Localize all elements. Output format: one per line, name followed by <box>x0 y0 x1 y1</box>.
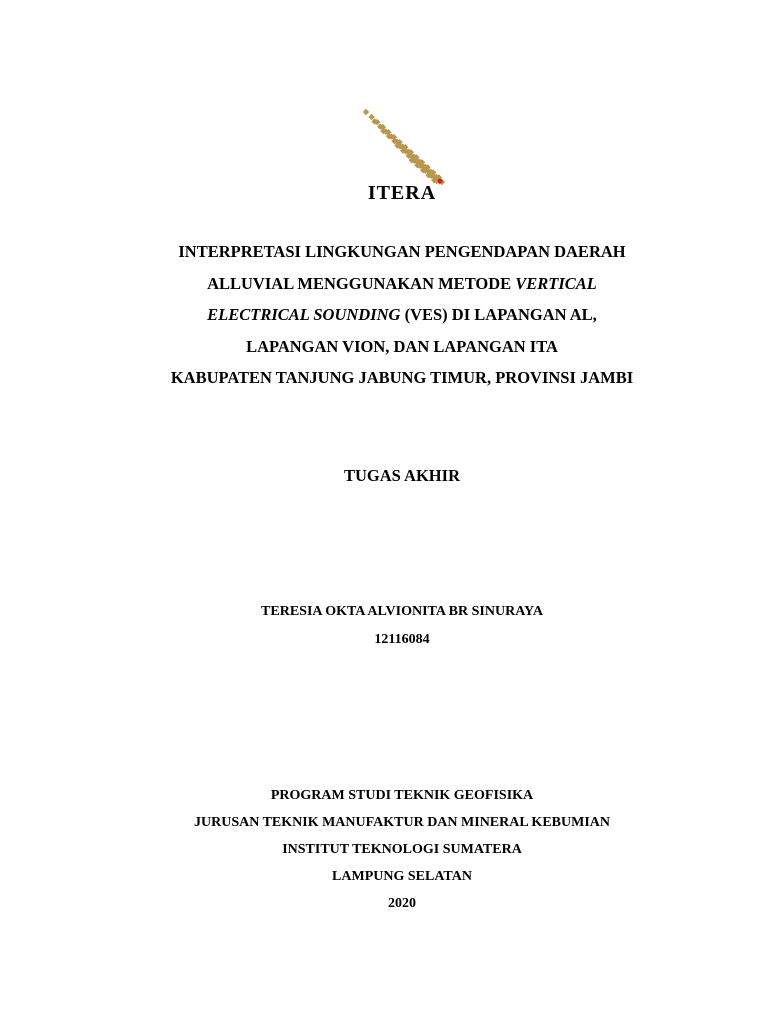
logo-text: ITERA <box>367 182 437 204</box>
year: 2020 <box>388 896 416 911</box>
sumatra-island-dots-icon <box>352 104 452 188</box>
author-name: TERESIA OKTA ALVIONITA BR SINURAYA <box>261 604 543 619</box>
title-line-2-regular: ALLUVIAL MENGGUNAKAN METODE <box>207 273 516 293</box>
location: LAMPUNG SELATAN <box>332 869 472 884</box>
title-line-5: KABUPATEN TANJUNG JABUNG TIMUR, PROVINSI JAMBI <box>170 368 634 387</box>
title-line-2-italic: VERTICAL <box>515 273 597 293</box>
student-id: 12116084 <box>374 632 430 647</box>
title-line-1: INTERPRETASI LINGKUNGAN PENGENDAPAN DAERAH <box>178 242 626 261</box>
title-line-3-regular: (VES) DI LAPANGAN AL, <box>400 305 597 324</box>
title-line-3 <box>0 299 768 331</box>
department: JURUSAN TEKNIK MANUFAKTUR DAN MINERAL KEBUMIAN <box>193 815 610 830</box>
institution-logo <box>352 104 452 208</box>
title-line-4: LAPANGAN VION, DAN LAPANGAN ITA <box>246 336 558 356</box>
logo-dot <box>363 109 370 116</box>
institute: INSTITUT TEKNOLOGI SUMATERA <box>282 842 522 857</box>
institution-info <box>0 782 768 917</box>
document-type: TUGAS AKHIR <box>344 466 460 485</box>
thesis-title <box>0 236 768 394</box>
title-line-2 <box>0 268 768 300</box>
title-line-3-italic: ELECTRICAL SOUNDING <box>207 305 401 324</box>
study-program: PROGRAM STUDI TEKNIK GEOFISIKA <box>270 788 534 803</box>
